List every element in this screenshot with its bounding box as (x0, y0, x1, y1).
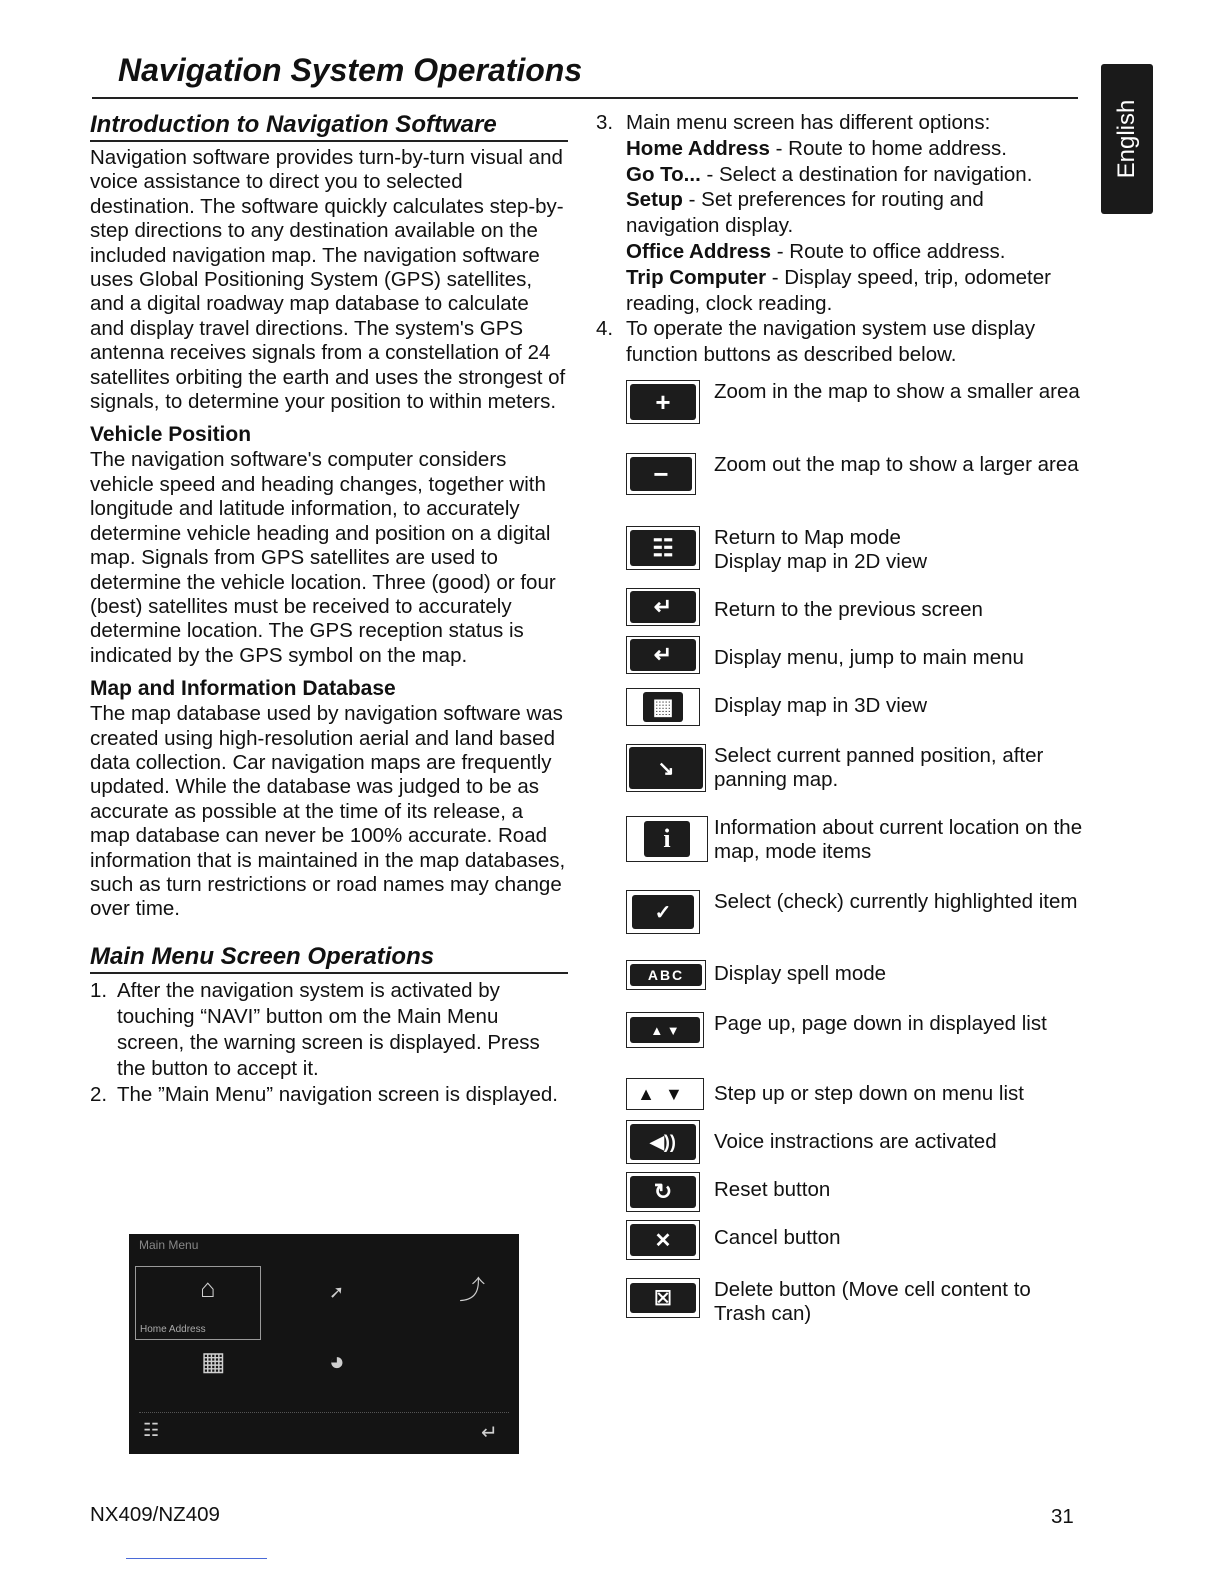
step-text: The ”Main Menu” navigation screen is displayed. (117, 1082, 558, 1106)
intro-section-title: Introduction to Navigation Software (90, 111, 497, 138)
back-icon: ↵ (481, 1422, 498, 1444)
option-name: Home Address (626, 136, 770, 160)
function-description: Display menu, jump to main menu (714, 646, 1024, 669)
option-name: Trip Computer (626, 265, 767, 289)
info-icon: i (626, 816, 708, 862)
left-column (90, 110, 568, 1108)
option-desc: - Route to home address. (769, 136, 1007, 160)
zoom-out-icon: − (626, 453, 696, 495)
main-menu-screenshot (129, 1234, 519, 1454)
title-divider (92, 97, 1078, 99)
office-icon: ▦ (201, 1346, 226, 1376)
screen-divider (139, 1412, 509, 1414)
home-address-tile (135, 1266, 261, 1340)
function-description: Display map in 3D view (714, 694, 928, 717)
option-desc: - Set preferences for routing and navigation display. (626, 188, 984, 238)
language-tab (1101, 64, 1153, 214)
menu-icon: ↵ (626, 636, 700, 674)
function-description: Voice instractions are activated (714, 1130, 997, 1153)
main-menu-section-title: Main Menu Screen Operations (90, 942, 435, 970)
model-number: NX409/NZ409 (90, 1503, 220, 1526)
function-description: Return to Map mode Display map in 2D view (714, 526, 928, 574)
page-up-down-icon: ▲ ▼ (626, 1012, 704, 1048)
spell-mode-icon: ABC (626, 960, 706, 990)
main-menu-steps (90, 978, 568, 1108)
step-text: Main menu screen has different options: (626, 111, 991, 134)
setup-wrench-icon: ⤴ (459, 1275, 486, 1305)
reset-icon: ↻ (626, 1172, 700, 1212)
section-divider (90, 972, 568, 974)
delete-icon: ☒ (626, 1278, 700, 1318)
map-2d-icon: ☷ (626, 526, 700, 570)
function-description: Select (check) currently highlighted item (714, 890, 1078, 913)
step-number: 3. (596, 111, 614, 134)
list-item (90, 1082, 568, 1108)
option-home-address (626, 136, 1076, 162)
tile-label: Home Address (140, 1324, 206, 1335)
option-go-to (626, 162, 1076, 188)
cancel-icon: ✕ (626, 1220, 700, 1260)
step-number: 4. (596, 317, 614, 341)
option-name: Setup (626, 188, 683, 212)
map-3d-icon: ▦ (626, 688, 700, 726)
option-setup (626, 187, 1076, 239)
intro-body: Navigation software provides turn-by-turn visual and voice assistance to direct you to selected destination. The software quickly calculates step-by-step directions to any destination available on the included navigation map. The navigation software uses Global Positioning System (GPS) satellites, and a digital roadway map database to calculate and display travel directions. The system's GPS antenna receives signals from a constellation of 24 satellites orbiting the earth and uses the strongest of signals, to determine your position to within meters. (90, 146, 566, 414)
section-divider (90, 140, 568, 142)
option-desc: - Select a destination for navigation. (700, 162, 1033, 186)
right-column (596, 110, 1076, 368)
option-name: Office Address (626, 239, 772, 263)
trip-computer-icon: ◕ (329, 1346, 345, 1376)
right-steps (596, 110, 1076, 368)
function-description: Step up or step down on menu list (714, 1082, 1024, 1105)
function-description: Select current panned position, after panning map. (714, 744, 1044, 792)
step-text: After the navigation system is activated by touching “NAVI” button om the Main Menu screen, the warning screen is displayed. Press the button to accept it. (117, 978, 540, 1080)
home-icon: ⌂ (200, 1273, 216, 1303)
step-up-down-icon: ▲▼ (626, 1078, 704, 1110)
option-name: Go To... (626, 162, 701, 186)
zoom-in-icon: + (626, 380, 700, 424)
function-description: Cancel button (714, 1226, 841, 1249)
option-office-address (626, 239, 1076, 265)
function-description: Zoom in the map to show a smaller area (714, 380, 1080, 403)
step-number: 2. (90, 1082, 108, 1106)
list-item (596, 110, 1076, 316)
map-icon: ☷ (143, 1420, 160, 1440)
map-database-body: The map database used by navigation software was created using high-resolution aerial and land based data collection. Car navigation maps are frequently updated. While the database was judged to be as accurate as possible at the time of its release, a map database can never be 100% accurate. Road information that is maintained in the map databases, such as turn restrictions or road names may change over time. (90, 702, 566, 921)
function-description: Information about current location on the map, mode items (714, 816, 1083, 864)
select-position-icon: ↘ (626, 744, 706, 792)
goto-icon: ➚ (329, 1282, 345, 1302)
language-label: English (1113, 99, 1140, 179)
list-item (90, 978, 568, 1082)
page-number: 31 (1051, 1505, 1074, 1528)
step-number: 1. (90, 978, 108, 1002)
vehicle-position-body: The navigation software's computer considers vehicle speed and heading changes, together with longitude and latitude information, to accurately determine vehicle heading and position on a digital map. Signals from GPS satellites are used to determine the vehicle location. Three (good) or four (best) satellites must be received to accurately determine location. The GPS reception status is indicated by the GPS symbol on the map. (90, 448, 556, 667)
function-description: Reset button (714, 1178, 831, 1201)
check-icon: ✓ (626, 890, 700, 934)
option-trip-computer (626, 265, 1076, 317)
function-description: Page up, page down in displayed list (714, 1012, 1047, 1035)
vehicle-position-heading: Vehicle Position (90, 423, 252, 447)
voice-icon: ◀)) (626, 1120, 700, 1164)
map-database-heading: Map and Information Database (90, 677, 396, 701)
footer-link-underline (126, 1558, 267, 1559)
screen-title: Main Menu (139, 1238, 199, 1252)
list-item (596, 316, 1076, 368)
option-desc: - Display speed, trip, odometer reading, clock reading. (626, 265, 1051, 315)
option-desc: - Route to office address. (771, 239, 1006, 263)
step-text: To operate the navigation system use display function buttons as described below. (626, 317, 1036, 367)
function-description: Return to the previous screen (714, 598, 983, 621)
page-title: Navigation System Operations (118, 52, 583, 88)
function-description: Delete button (Move cell content to Trash can) (714, 1278, 1031, 1326)
back-icon: ↵ (626, 588, 700, 626)
function-description: Display spell mode (714, 962, 887, 985)
function-description: Zoom out the map to show a larger area (714, 453, 1079, 476)
